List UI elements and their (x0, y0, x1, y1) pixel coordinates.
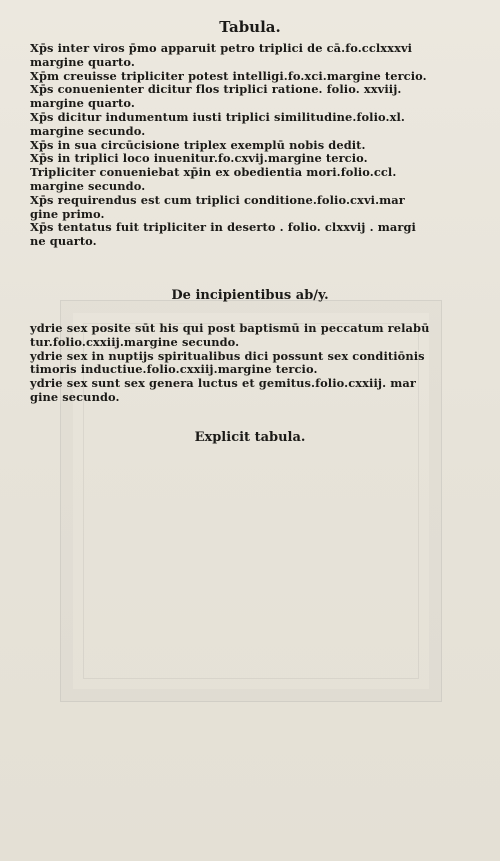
index-entry-line: tur.folio.cxxiij.margine secundo. (30, 334, 240, 349)
index-entry-line: Xp̄m creuisse tripliciter potest intelligi.fo.xci.margine tercio. (30, 68, 427, 83)
index-entry-line: Xp̄s in triplici loco inuenitur.fo.cxvij.margine tercio. (30, 151, 368, 166)
index-entry-line: timoris inductiue.folio.cxxiij.margine tercio. (30, 362, 318, 377)
page-header-title: Tabula. (219, 18, 281, 36)
index-entry-line: Xp̄s tentatus fuit tripliciter in deserto . folio. clxxvij . margi (30, 220, 416, 235)
index-entry-line: Xp̄s conuenienter dicitur flos triplici ratione. folio. xxviij. (30, 82, 402, 97)
index-entries-y (30, 322, 475, 405)
index-entry-line: margine quarto. (30, 54, 135, 69)
index-entry-line: margine secundo. (30, 178, 146, 193)
index-entry-line: ne quarto. (30, 234, 97, 249)
index-entry-line: Xp̄s requirendus est cum triplici conditione.folio.cxvi.mar (30, 192, 405, 207)
index-entry-line: Xp̄s in sua circūcisione triplex exemplū nobis dedit. (30, 137, 366, 152)
index-entry-line: gine secundo. (30, 389, 120, 404)
index-entry-line: Xp̄s inter viros p̄mo apparuit petro triplici de cā.fo.cclxxxvi (30, 41, 413, 55)
index-entry-line: Tripliciter conueniebat xp̄in ex obedientia mori.folio.ccl. (30, 165, 397, 180)
index-entry-line: ydrie sex sunt sex genera luctus et gemitus.folio.cxxiij. mar (30, 376, 416, 391)
index-entry-line: ydrie sex in nuptijs spiritualibus dici possunt sex conditiōnis (30, 348, 425, 363)
index-entry-line: margine quarto. (30, 96, 135, 111)
index-entry-line: margine secundo. (30, 123, 146, 138)
index-entries-x (30, 42, 475, 249)
section-heading: De incipientibus ab/y. (171, 288, 329, 303)
explicit-colophon: Explicit tabula. (194, 430, 306, 445)
index-entry-line: ydrie sex posite sūt his qui post baptismū in peccatum relabū (30, 321, 430, 335)
index-entry-line: Xp̄s dicitur indumentum iusti triplici similitudine.folio.xl. (30, 109, 405, 124)
index-entry-line: gine primo. (30, 206, 105, 221)
